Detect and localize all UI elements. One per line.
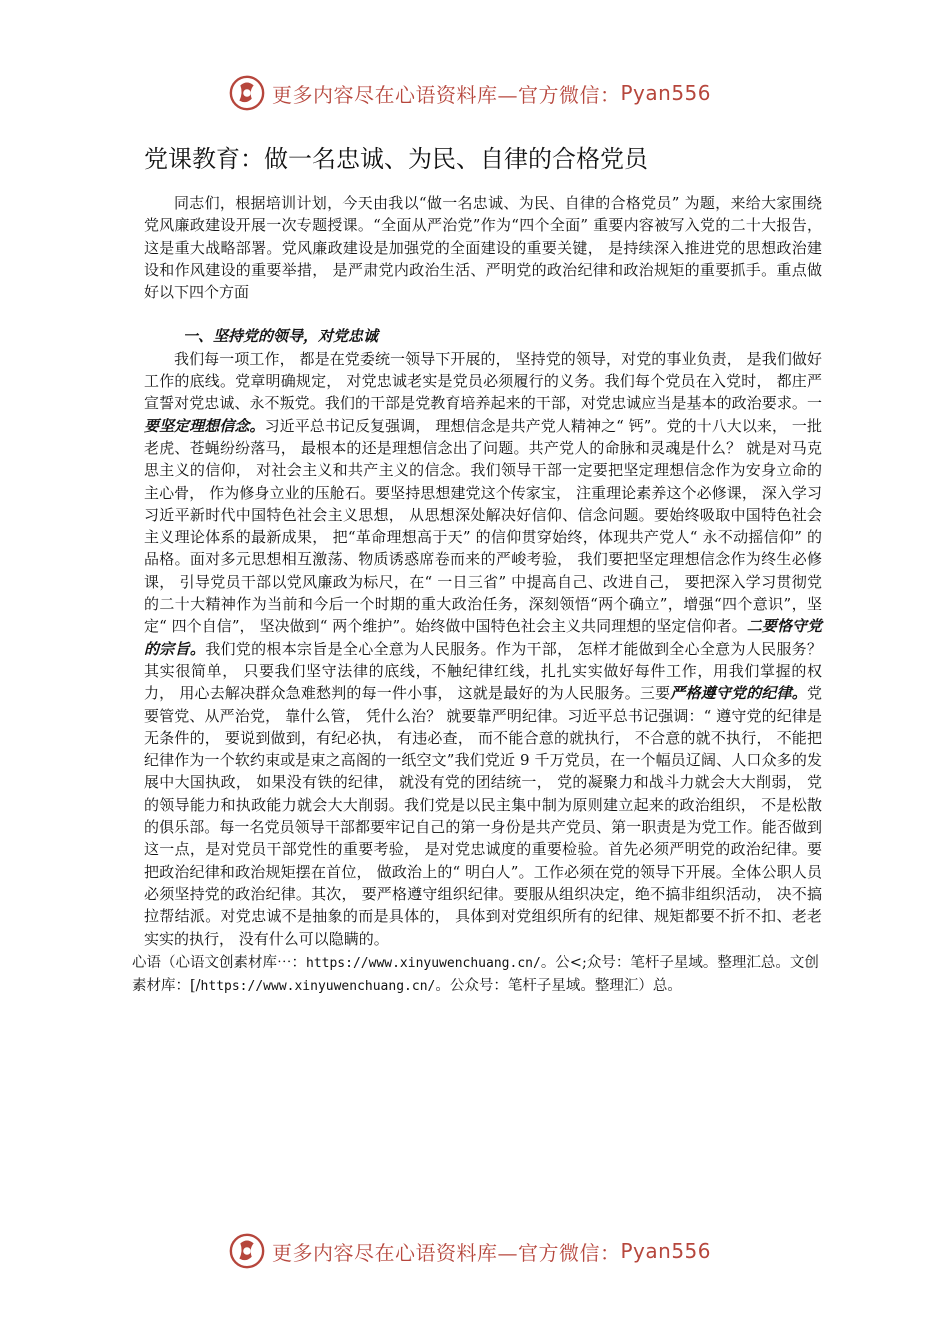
source-note-b: 。公<;众号：笔杆子星域。整理汇总。文创素材库：[/ <box>132 954 819 994</box>
emphasis-discipline: 严格遵守党的纪律。 <box>670 684 807 703</box>
section-1-text-a: 我们每一项工作， 都是在党委统一领导下开展的， 坚持党的领导，对党的事业负责， 是我们做好工作的底线。党章明确规定， 对党忠诚老实是党员必须履行的义务。我们每个党员在入党时， 都庄严宣誓对党忠诚、永不叛党。我们的干部是党教育培养起来的干部，对党忠诚应当是基本的政治要求。一 <box>144 349 822 413</box>
source-link-2[interactable]: https://www.xinyuwenchuang.cn/ <box>200 978 436 994</box>
emphasis-ideals: 要坚定理想信念。 <box>144 416 265 435</box>
watermark-text: 更多内容尽在心语资料库—官方微信： <box>272 1240 621 1265</box>
document-body <box>132 192 822 998</box>
watermark-wechat-id: Pyan556 <box>620 1239 712 1263</box>
watermark-wechat-id: Pyan556 <box>620 81 712 105</box>
emphasis-purpose: 二要恪守党的宗旨。 <box>144 617 822 658</box>
section-heading-1: 一、坚持党的领导，对党忠诚 <box>183 327 379 346</box>
section-1-text-c: 我们党的根本宗旨是全心全意为人民服务。作为干部， 怎样才能做到全心全意为人民服务？其实很简单， 只要我们坚守法律的底线，不触纪律红线，扎扎实实做好每件工作，用我们掌握的权力， 用心去解决群众急难愁判的每一件小事， 这就是最好的为人民服务。三要 <box>144 639 822 703</box>
section-1-body <box>144 348 822 950</box>
brand-logo-icon <box>228 74 266 112</box>
header-watermark <box>228 72 748 114</box>
source-note-c: 。公众号：笔杆子星域。整理汇）总。 <box>435 977 682 994</box>
source-note-a: 心语（心语文创素材库⋯： <box>132 954 306 971</box>
watermark-text: 更多内容尽在心语资料库—官方微信： <box>272 82 621 107</box>
section-1-text-d: 党要管党、从严治党， 靠什么管， 凭什么治？ 就要靠严明纪律。习近平总书记强调：“ 遵守党的纪律是无条件的， 要说到做到，有纪必执， 有违必查， 而不能合意的就执行， 不合意的就不执行， 不能把纪律作为一个软约束或是束之高阁的一纸空文”我们党近 9 千万党员，在一个幅员辽阔、人口众多的发展中大国执政， 如果没有铁的纪律， 就没有党的团结统一， 党的凝聚力和战斗力就会大大削弱， 党的领导能力和执政能力就会大大削弱。我们党是以民主集中制为原则建立起来的政治组织， 不是松散的俱乐部。每一名党员领导干部都要牢记自己的第一身份是共产党员、第一职责是为党工作。能否做到这一点，是对党员干部党性的重要考验， 是对党忠诚度的重要检验。首先必须严明党的政治纪律。要把政治纪律和政治规矩摆在首位， 做政治上的“ 明白人”。工作必须在党的领导下开展。全体公职人员必须坚持党的政治纪律。其次， 要严格遵守组织纪律。要服从组织决定，绝不搞非组织活动， 决不搞拉帮结派。对党忠诚不是抽象的而是具体的， 具体到对党组织所有的纪律、规矩都要不折不扣、老老实实的执行， 没有什么可以隐瞒的。 <box>144 684 822 948</box>
source-note <box>132 952 826 998</box>
intro-paragraph: 同志们，根据培训计划，今天由我以“做一名忠诚、为民、自律的合格党员” 为题，来给大家围绕党风廉政建设开展一次专题授课。“全面从严治党”作为“四个全面” 重要内容被写入党的二十大报告， 这是重大战略部署。党风廉政建设是加强党的全面建设的重要关键， 是持续深入推进党的思想政治建设和作风建设的重要举措， 是严肃党内政治生活、严明党的政治纪律和政治规矩的重要抓手。重点做好以下四个方面 <box>144 194 822 302</box>
footer-watermark <box>228 1230 748 1272</box>
source-link-1[interactable]: https://www.xinyuwenchuang.cn/ <box>306 955 541 971</box>
document-title: 党课教育：做一名忠诚、为民、自律的合格党员 <box>144 145 648 173</box>
brand-logo-icon <box>228 1232 266 1270</box>
section-1-text-b: 习近平总书记反复强调， 理想信念是共产党人精神之“ 钙”。党的十八大以来， 一批老虎、苍蝇纷纷落马， 最根本的还是理想信念出了问题。共产党人的命脉和灵魂是什么？ 就是对马克思主义的信仰， 对社会主义和共产主义的信念。我们领导干部一定要把坚定理想信念作为安身立命的主心骨， 作为修身立业的压舱石。要坚持思想建党这个传家宝， 注重理论素养这个必修课， 深入学习习近平新时代中国特色社会主义思想， 从思想深处解决好信仰、信念问题。要始终吸取中国特色社会主义理论体系的最新成果， 把“革命理想高于天” 的信仰贯穿始终，体现共产党人“ 永不动摇信仰” 的品格。面对多元思想相互激荡、物质诱惑席卷而来的严峻考验， 我们要把坚定理想信念作为终生必修课， 引导党员干部以党风廉政为标尺，在“ 一日三省” 中提高自己、改进自己， 要把深入学习贯彻党的二十大精神作为当前和今后一个时期的重大政治任务，深刻领悟“两个确立”，增强“四个意识”，坚定“ 四个自信”， 坚决做到“ 两个维护”。始终做中国特色社会主义共同理想的坚定信仰者。 <box>144 416 822 636</box>
